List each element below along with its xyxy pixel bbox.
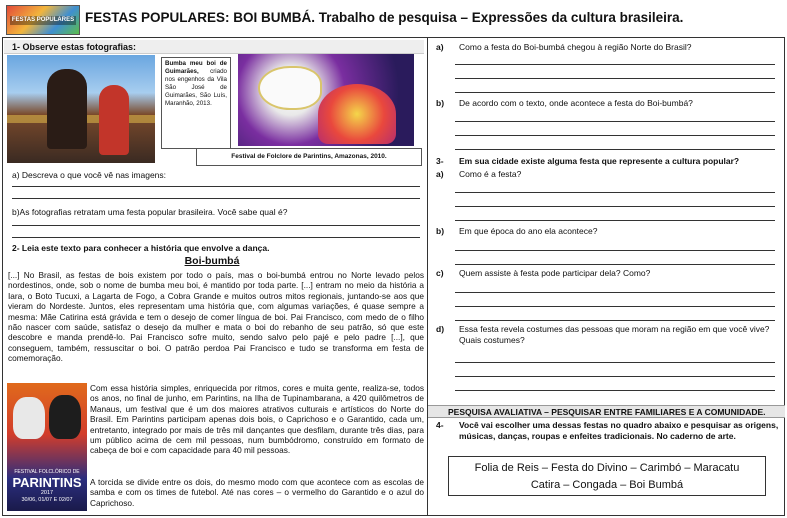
answer-line[interactable] [455,390,775,391]
answer-line[interactable] [455,376,775,377]
question-1b: b)As fotografias retratam uma festa popular brasileira. Você sabe qual é? [12,207,288,217]
answer-line[interactable] [455,306,775,307]
answer-line[interactable] [455,78,775,79]
q2-heading: 2- Leia este texto para conhecer a história que envolve a dança. [12,243,270,253]
answer-line[interactable] [455,264,775,265]
text-title: Boi-bumbá [184,255,240,267]
question-3c: c) Quem assiste à festa pode participar dela? Como? [436,268,651,278]
answer-line[interactable] [455,250,775,251]
photo2-caption: Festival de Folclore de Parintins, Amazonas, 2010. [196,148,422,166]
page-title: FESTAS POPULARES: BOI BUMBÁ. Trabalho de pesquisa – Expressões da cultura brasileira. [85,10,684,25]
answer-line[interactable] [455,320,775,321]
festas-options-box [448,456,766,496]
answer-line[interactable] [12,225,420,226]
answer-line[interactable] [455,362,775,363]
question-3d: d) Essa festa revela costumes das pessoas que moram na região em que você vive? Quais costumes? [436,324,770,345]
question-4: 4- Você vai escolher uma dessas festas no quadro abaixo e pesquisar as origens, músicas, danças, roupas e enfeites tradicionais. No caderno de arte. [436,420,779,441]
answer-line[interactable] [455,121,775,122]
question-3a: a) Como é a festa? [436,169,522,179]
header [2,2,785,38]
pesquisa-heading: PESQUISA AVALIATIVA – PESQUISAR ENTRE FAMILIARES E A COMUNIDADE. [428,405,785,418]
photo1-caption: Bumba meu boi de Guimarães, criado nos engenhos da Vila São José de Guimarães, São Luís, Maranhão, 2013. [161,57,231,149]
question-3b: b) Em que época do ano ela acontece? [436,226,598,236]
question-a: a) Como a festa do Boi-bumbá chegou à região Norte do Brasil? [436,42,692,52]
reading-text-part3: A torcida se divide entre os dois, do mesmo modo com que acontece com as escolas de samba e com os times de futebol. Até nas cores – o vermelho do Garantido e o azul do Caprichoso. [90,477,424,508]
answer-line[interactable] [455,135,775,136]
column-divider [427,38,428,516]
answer-line[interactable] [455,220,775,221]
question-3: 3- Em sua cidade existe alguma festa que represente a cultura popular? [436,156,740,166]
answer-line[interactable] [455,149,775,150]
answer-line[interactable] [455,206,775,207]
reading-text-part2: Com essa história simples, enriquecida por ritmos, cores e muita gente, realiza-se, todos os anos, no final de junho, em Parintins, na Ilha de Tupinambarana, a 420 quilômetros de Manaus, um festival que é um dos maiores atrativos culturais e artísticos do Norte do Brasil. Em Parintins participam apenas dois bois, o Caprichoso e o Garantido, cada um, entretanto, integrado por mais de três mil dançantes que desfilam, durante três dias, para um público acima de cem mil pessoas, num bumbódromo, construído em formato de cabeça de boi e com capacidade para 40 mil pessoas. [90,383,424,456]
festas-line-2: Catira – Congada – Boi Bumbá [530,479,684,491]
answer-line[interactable] [12,186,420,187]
festas-line-1: Folia de Reis – Festa do Divino – Carimbó – Maracatu [474,462,740,474]
bumba-meu-boi-photo [7,55,155,163]
answer-line[interactable] [455,192,775,193]
question-1a: a) Descreva o que você vê nas imagens: [12,170,167,180]
answer-line[interactable] [12,237,420,238]
answer-line[interactable] [455,92,775,93]
answer-line[interactable] [12,198,420,199]
parintins-photo [238,54,414,146]
reading-text-part1: [...] No Brasil, as festas de bois existem por todo o país, mas o boi-bumbá entrou no Norte levado pelos nordestinos, onde, sob o nome de bumba meu boi, é mantido por toda parte. [...] entram no meio da história a Iara, o Boto Tucuxi, a Lagarta de Fogo, a Cobra Grande e muitos outros mitos regionais, juntando-se aos que vieram do Nordeste. Juntos, eles representam uma história que, com algumas variações, é quase sempre a mesma: Mãe Catirina está grávida e tem o desejo de comer língua de boi. Pai Francisco, com medo de o filho não nascer com saúde, satisfaz o desejo da mulher e mata o boi do rebanho de seu patrão, só que este descobre e manda prendê-lo. Pai Francisco sofre muito, sendo salvo pelo pajé e pelo padre [...], que conseguem, também, ressuscitar o boi. O patrão perdoa Pai Francisco e tudo se transforma em festa de comemoração. [8,270,424,364]
question-b: b) De acordo com o texto, onde acontece a festa do Boi-bumbá? [436,98,693,108]
parintins-poster: FESTIVAL FOLCLÓRICO DE PARINTINS 2017 30/06, 01/07 E 02/07 [7,383,87,511]
answer-line[interactable] [455,64,775,65]
q1-heading: 1- Observe estas fotografias: [4,40,424,54]
answer-line[interactable] [455,292,775,293]
festas-logo: FESTAS POPULARES [6,5,80,35]
